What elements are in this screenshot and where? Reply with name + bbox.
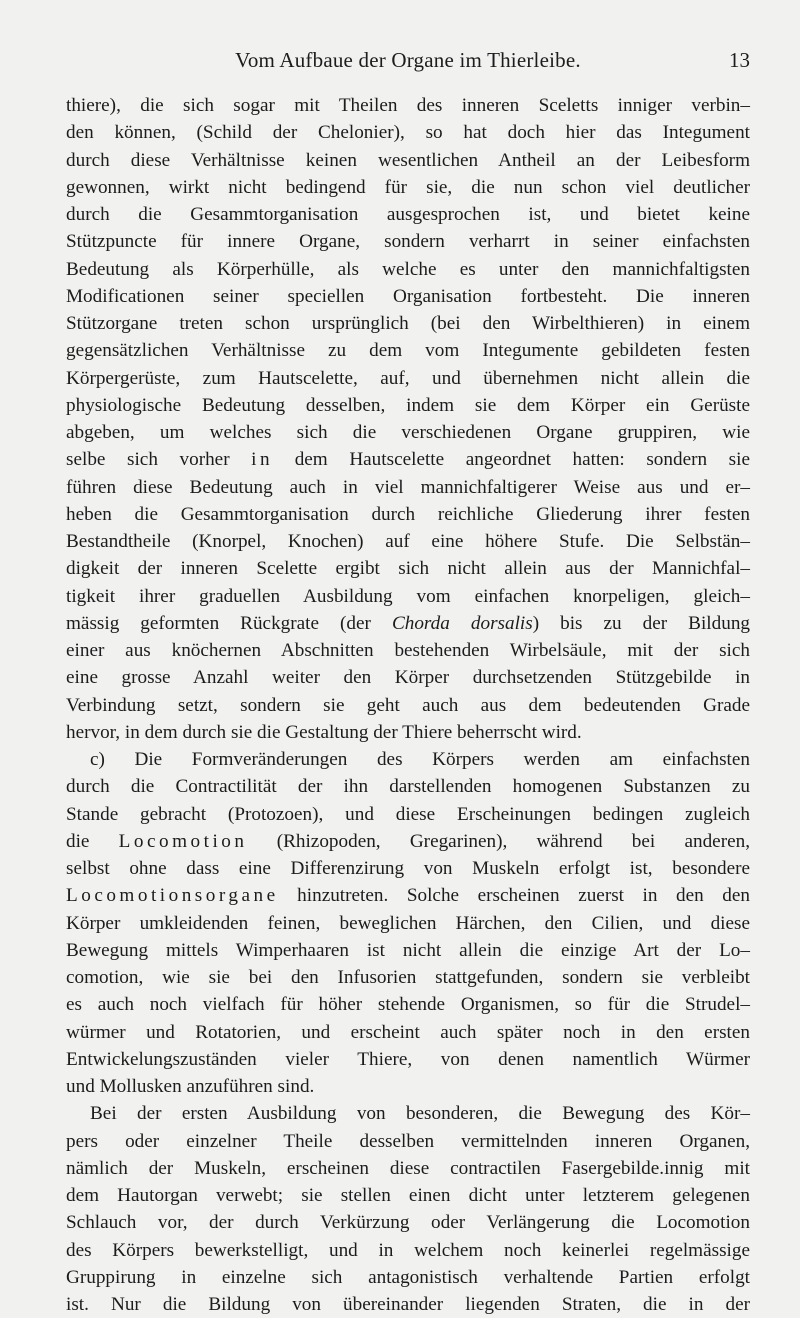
text-line — [66, 910, 750, 937]
text-line — [66, 746, 750, 773]
page-header — [66, 48, 750, 82]
text-segment: ) bis zu der Bildung — [532, 612, 751, 634]
text-segment: Schlauch vor, der durch Verkürzung oder Verlängerung die Locomotion — [66, 1212, 750, 1234]
text-segment: Bei der ersten Ausbildung von besonderen, die Bewegung des Kör– — [90, 1103, 750, 1125]
text-segment: abgeben, um welches sich die verschiedenen Organe gruppiren, wie — [66, 422, 750, 443]
text-segment: Verbindung setzt, sondern sie geht auch aus dem bedeutenden Grade — [66, 694, 750, 716]
text-line — [66, 801, 750, 828]
text-line — [66, 256, 750, 283]
text-segment: des Körpers bewerkstelligt, und in welchem noch keinerlei regelmässige — [66, 1239, 750, 1261]
text-segment: und Mollusken anzuführen sind. — [66, 1076, 315, 1097]
text-segment: den können, (Schild der Chelonier), so hat doch hier das Integument — [66, 122, 750, 144]
text-line — [66, 1155, 750, 1182]
running-title: Vom Aufbaue der Organe im Thierleibe. — [235, 48, 581, 72]
text-segment: Stande gebracht (Protozoen), und diese Erscheinungen bedingen zugleich — [66, 803, 750, 825]
text-segment: Körpergerüste, zum Hautscelette, auf, und übernehmen nicht allein die — [66, 367, 750, 389]
text-line — [66, 1019, 750, 1046]
text-line — [66, 174, 750, 201]
text-segment: c) Die Formveränderungen des Körpers werden am einfachsten — [90, 749, 750, 770]
text-line — [66, 991, 750, 1018]
text-line — [66, 92, 750, 119]
italic-term: Chorda dorsalis — [391, 612, 533, 634]
text-segment: hinzutreten. Solche erscheinen zuerst in den den — [278, 885, 750, 907]
text-segment: Bestandtheile (Knorpel, Knochen) auf eine höhere Stufe. Die Selbstän– — [66, 531, 750, 552]
text-segment: selbst ohne dass eine Differenzirung von Muskeln erfolgt ist, besondere — [66, 858, 750, 879]
text-segment: gegensätzlichen Verhältnisse zu dem vom Integumente gebildeten festen — [66, 340, 750, 362]
text-segment: (Rhizopoden, Gregarinen), während bei anderen, — [247, 830, 750, 852]
page-number: 13 — [729, 48, 750, 72]
text-line — [66, 1209, 750, 1236]
text-segment: Stützpuncte für innere Organe, sondern verharrt in seiner einfachsten — [66, 231, 750, 253]
text-line — [66, 419, 750, 446]
text-line — [66, 528, 750, 555]
spaced-term: Locomotion — [118, 830, 248, 852]
text-segment: es auch noch vielfach für höher stehende Organismen, so für die Strudel– — [66, 994, 750, 1016]
text-line — [66, 147, 750, 174]
text-line — [66, 446, 750, 473]
spaced-term: Locomotionsorgane — [66, 885, 279, 907]
text-line — [66, 337, 750, 364]
text-line — [66, 201, 750, 228]
text-segment: führen diese Bedeutung auch in viel mannichfaltigerer Weise aus und er– — [66, 476, 750, 498]
text-line — [66, 228, 750, 255]
text-segment: durch die Gesammtorganisation ausgesprochen ist, und bietet keine — [66, 204, 750, 225]
body-text — [66, 92, 750, 1318]
text-line — [66, 1237, 750, 1264]
text-segment: einer aus knöchernen Abschnitten bestehenden Wirbelsäule, mit der sich — [66, 640, 750, 661]
text-segment: heben die Gesammtorganisation durch reichliche Gliederung ihrer festen — [66, 503, 750, 525]
text-line — [66, 964, 750, 991]
text-segment: Gruppirung in einzelne sich antagonistisch verhaltende Partien erfolgt — [66, 1266, 750, 1288]
text-segment: Entwickelungszuständen vieler Thiere, von denen namentlich Würmer — [66, 1048, 750, 1070]
text-line — [66, 664, 750, 691]
text-segment: würmer und Rotatorien, und erscheint auch später noch in den ersten — [66, 1021, 750, 1043]
text-line — [66, 1264, 750, 1291]
text-segment: dem Hautorgan verwebt; sie stellen einen dicht unter letzterem gelegenen — [66, 1185, 750, 1206]
text-line — [66, 882, 750, 909]
text-line — [66, 474, 750, 501]
text-line — [66, 1046, 750, 1073]
text-segment: gewonnen, wirkt nicht bedingend für sie, die nun schon viel deutlicher — [66, 176, 750, 198]
text-line — [66, 855, 750, 882]
text-line — [66, 692, 750, 719]
text-line — [66, 1291, 750, 1318]
text-line — [66, 310, 750, 337]
text-segment: Bewegung mittels Wimperhaaren ist nicht allein die einzige Art der Lo– — [66, 939, 750, 961]
text-line — [66, 1128, 750, 1155]
text-segment: pers oder einzelner Theile desselben vermittelnden inneren Organen, — [66, 1130, 750, 1152]
text-line — [66, 119, 750, 146]
text-line — [66, 828, 750, 855]
text-line — [66, 501, 750, 528]
text-segment: eine grosse Anzahl weiter den Körper durchsetzenden Stützgebilde in — [66, 667, 750, 689]
text-line — [66, 583, 750, 610]
text-line — [66, 719, 750, 746]
text-line — [66, 937, 750, 964]
text-segment: nämlich der Muskeln, erscheinen diese contractilen Fasergebilde.innig mit — [66, 1157, 750, 1179]
text-segment: selbe sich vorher — [66, 449, 252, 471]
text-segment: durch diese Verhältnisse keinen wesentlichen Antheil an der Leibesform — [66, 149, 750, 171]
spaced-term: in — [251, 449, 274, 471]
text-segment: die — [66, 830, 119, 852]
text-segment: mässig geformten Rückgrate (der — [66, 612, 392, 634]
text-segment: digkeit der inneren Scelette ergibt sich nicht allein aus der Mannichfal– — [66, 558, 750, 580]
text-segment: comotion, wie sie bei den Infusorien stattgefunden, sondern sie verbleibt — [66, 967, 750, 988]
text-segment: tigkeit ihrer graduellen Ausbildung vom einfachen knorpeligen, gleich– — [66, 585, 750, 607]
text-segment: thiere), die sich sogar mit Theilen des inneren Sceletts inniger verbin– — [66, 95, 750, 116]
text-line — [66, 392, 750, 419]
text-line — [66, 365, 750, 392]
text-segment: durch die Contractilität der ihn darstellenden homogenen Substanzen zu — [66, 776, 750, 798]
text-segment: dem Hautscelette angeordnet hatten: sondern sie — [273, 449, 750, 471]
text-segment: hervor, in dem durch sie die Gestaltung der Thiere beherrscht wird. — [66, 721, 582, 743]
text-segment: Bedeutung als Körperhülle, als welche es unter den mannichfaltigsten — [66, 258, 750, 280]
text-line — [66, 555, 750, 582]
text-line — [66, 773, 750, 800]
text-segment: physiologische Bedeutung desselben, indem sie dem Körper ein Gerüste — [66, 394, 750, 416]
text-segment: ist. Nur die Bildung von übereinander liegenden Straten, die in der — [66, 1294, 750, 1315]
text-segment: Körper umkleidenden feinen, beweglichen Härchen, den Cilien, und diese — [66, 912, 750, 934]
text-line — [66, 637, 750, 664]
text-segment: Stützorgane treten schon ursprünglich (bei den Wirbelthieren) in einem — [66, 313, 750, 334]
text-line — [66, 1182, 750, 1209]
text-line — [66, 283, 750, 310]
text-line — [66, 1073, 750, 1100]
text-segment: Modificationen seiner speciellen Organisation fortbesteht. Die inneren — [66, 285, 750, 307]
text-line — [66, 610, 750, 637]
text-line — [66, 1100, 750, 1127]
